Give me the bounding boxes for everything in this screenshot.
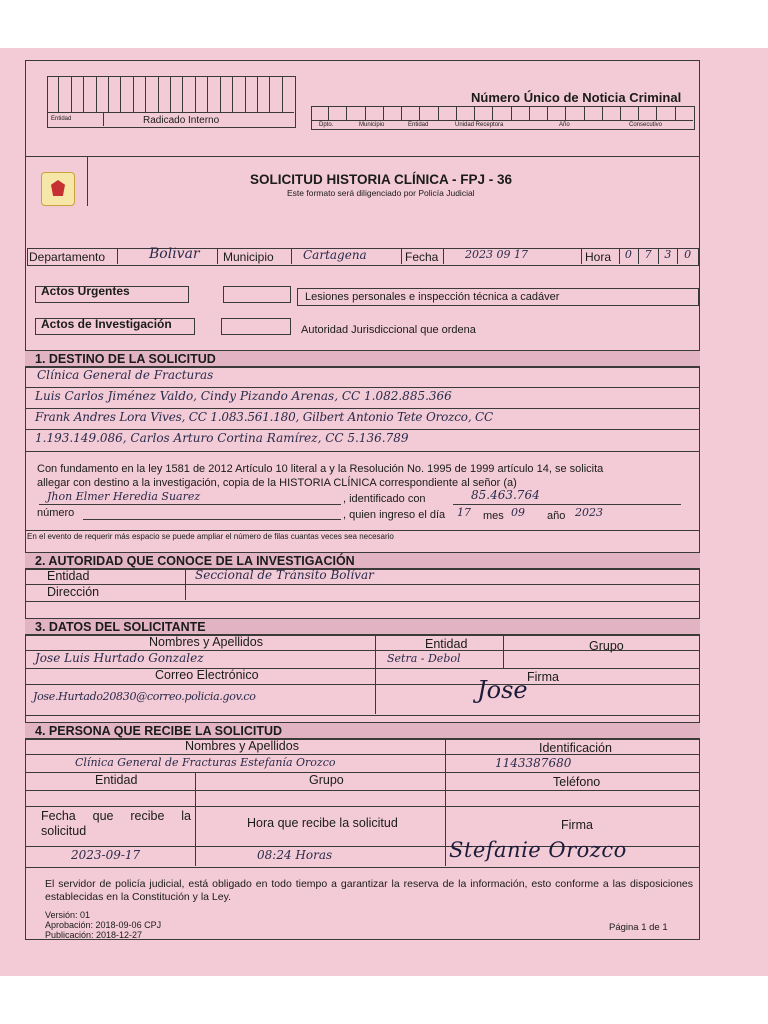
identificacion-label: Identificación: [539, 741, 612, 755]
recibe-nombres-label: Nombres y Apellidos: [185, 739, 299, 753]
aprobacion-label: Aprobación: 2018-09-06 CPJ: [45, 920, 162, 930]
fecha-recibe-label: Fecha que recibe la solicitud: [41, 809, 191, 838]
unidad-receptora-label: Unidad Receptora: [455, 122, 504, 128]
actos-urgentes-box: [35, 286, 189, 303]
colombia-shield-logo: [41, 172, 75, 206]
recibe-entidad-label: Entidad: [95, 773, 138, 787]
municipio-value: Cartagena: [303, 248, 367, 262]
hora-digit: 0: [619, 248, 639, 264]
section1-title: 1. DESTINO DE LA SOLICITUD: [35, 352, 216, 366]
recibe-identificacion: 1143387680: [495, 756, 572, 770]
noticia-cells: [311, 106, 693, 120]
direccion-label: Dirección: [47, 585, 100, 599]
departamento-label: Departamento: [29, 250, 106, 264]
fecha-recibe-value: 2023-09-17: [71, 848, 141, 862]
firma3-label: Firma: [527, 670, 559, 684]
section3-title: 3. DATOS DEL SOLICITANTE: [35, 620, 206, 634]
solicitante-firma: Jose: [477, 676, 528, 704]
fecha-label: Fecha: [405, 250, 439, 264]
destino-line: Clínica General de Fracturas: [37, 368, 214, 382]
section4-title: 4. PERSONA QUE RECIBE LA SOLICITUD: [35, 724, 283, 738]
hora-recibe-value: 08:24 Horas: [257, 848, 333, 862]
patient-id: 85.463.764: [471, 488, 540, 502]
dpto-label: Dpto.: [319, 122, 334, 128]
ingreso-anio: 2023: [575, 506, 603, 519]
ingreso-label: , quien ingreso el día: [343, 509, 446, 521]
telefono-label: Teléfono: [553, 775, 601, 789]
lesiones-label: Lesiones personales e inspección técnica a cadáver: [305, 291, 560, 303]
hora-recibe-label: Hora que recibe la solicitud: [247, 816, 398, 830]
correo-label: Correo Electrónico: [155, 668, 259, 682]
actos-investigacion-label: Actos de Investigación: [41, 317, 172, 331]
consecutivo-label: Consecutivo: [629, 122, 663, 128]
destino-line: 1.193.149.086, Carlos Arturo Cortina Ramírez, CC 5.136.789: [35, 431, 409, 445]
patient-name: Jhon Elmer Heredia Suarez: [47, 490, 201, 503]
mes-label: mes: [483, 510, 504, 522]
hora-digit: 3: [659, 248, 679, 264]
noticia-title: Número Único de Noticia Criminal: [471, 90, 682, 105]
actos-investigacion-checkbox[interactable]: [221, 318, 291, 335]
solicitante-correo: Jose.Hurtado20830@correo.policia.gov.co: [33, 690, 256, 703]
firma4-label: Firma: [561, 818, 593, 832]
form-subtitle: Este formato será diligenciado por Policía Judicial: [287, 188, 475, 198]
entidad3-label: Entidad: [425, 637, 468, 651]
version-label: Versión: 01: [45, 910, 91, 920]
municipio-label: Municipio: [359, 122, 385, 128]
hora-digit: 7: [639, 248, 659, 264]
recibe-nombre: Clínica General de Fracturas Estefanía Orozco: [75, 756, 336, 769]
actos-urgentes-checkbox[interactable]: [223, 286, 291, 303]
espacio-nota: En el evento de requerir más espacio se puede ampliar el número de filas cuantas veces sea necesario: [27, 532, 394, 541]
actos-urgentes-label: Actos Urgentes: [41, 284, 130, 298]
actos-investigacion-box: [35, 318, 195, 335]
hora-digit: 0: [684, 248, 692, 261]
autoridad-label: Autoridad Jurisdiccional que ordena: [301, 324, 476, 336]
entidad2-label: Entidad: [47, 569, 90, 583]
solicitante-entidad: Setra - Debol: [387, 652, 461, 665]
aviso-reserva: El servidor de policía judicial, está obligado en todo tiempo a garantizar la reserva de la información, esto conforme a las disposiciones establecidas en la Constitución y la Ley.: [45, 878, 693, 903]
form-title: SOLICITUD HISTORIA CLÍNICA - FPJ - 36: [250, 172, 513, 187]
grupo-label: Grupo: [589, 639, 624, 653]
radicado-cells: [47, 76, 294, 112]
publicacion-label: Publicación: 2018-12-27: [45, 930, 143, 940]
ingreso-dia: 17: [457, 506, 471, 519]
entidad2-label: Entidad: [408, 122, 429, 128]
hora-label: Hora: [585, 250, 612, 264]
nombres-label: Nombres y Apellidos: [149, 635, 263, 649]
entidad-label: Entidad: [51, 116, 72, 122]
radicado-label: Radicado Interno: [143, 115, 220, 126]
entidad2-value: Seccional de Tránsito Bolívar: [195, 568, 374, 582]
section2-title: 2. AUTORIDAD QUE CONOCE DE LA INVESTIGACIÓN: [35, 554, 355, 568]
recibe-firma: Stefanie Orozco: [449, 838, 627, 862]
fpj-36-form: [25, 60, 700, 940]
anio-label: año: [547, 510, 566, 522]
departamento-value: Bolivar: [149, 246, 200, 262]
allegar-text: allegar con destino a la investigación, copia de la HISTORIA CLÍNICA correspondiente al señor (a): [37, 477, 517, 489]
identificado-label: , identificado con: [343, 493, 426, 505]
solicitante-nombre: Jose Luis Hurtado Gonzalez: [35, 651, 204, 665]
hora-cells: [619, 248, 697, 264]
ingreso-mes: 09: [511, 506, 525, 519]
destino-line: Luis Carlos Jiménez Valdo, Cindy Pizando Arenas, CC 1.082.885.366: [35, 389, 452, 403]
destino-line: Frank Andres Lora Vives, CC 1.083.561.180, Gilbert Antonio Tete Orozco, CC: [35, 410, 494, 424]
recibe-grupo-label: Grupo: [309, 773, 344, 787]
municipio-label: Municipio: [223, 250, 274, 264]
page-number: Página 1 de 1: [609, 922, 668, 933]
fundamento-text: Con fundamento en la ley 1581 de 2012 Artículo 10 literal a y la Resolución No. 1995 de 1999 artículo 14, se solicita: [37, 463, 604, 475]
fecha-value: 2023 09 17: [465, 248, 528, 261]
numero-label: número: [37, 507, 75, 519]
anio-label: Año: [559, 122, 570, 128]
